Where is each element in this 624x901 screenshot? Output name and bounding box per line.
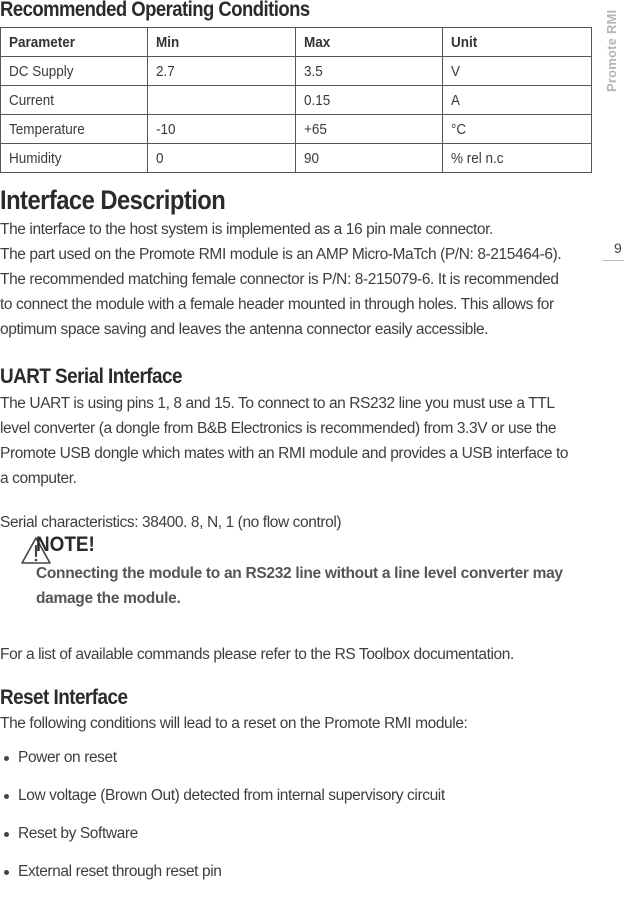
table-cell: 0 (148, 144, 296, 173)
note-body (36, 561, 591, 611)
table-cell: 2.7 (148, 57, 296, 86)
header-max: Max (296, 28, 443, 57)
table-cell: 90 (296, 144, 443, 173)
table-cell: V (443, 57, 592, 86)
table-cell: A (443, 86, 592, 115)
interface-description-paragraph (0, 217, 591, 342)
paragraph-line: level converter (a dongle from B&B Electronics is recommended) from 3.3V or use the (0, 420, 557, 437)
header-parameter: Parameter (1, 28, 148, 57)
table-row (1, 57, 592, 86)
paragraph-line: a computer. (0, 470, 77, 487)
commands-reference-text (0, 642, 591, 667)
serial-characteristics-line: Serial characteristics: 38400. 8, N, 1 (no flow control) (0, 514, 342, 531)
table-cell: 0.15 (296, 86, 443, 115)
table-cell: 3.5 (296, 57, 443, 86)
running-title: Promote RMI (604, 9, 619, 92)
table-cell: DC Supply (1, 57, 148, 86)
paragraph-line: Promote USB dongle which mates with an RMI module and provides a USB interface to (0, 445, 569, 462)
table-row (1, 115, 592, 144)
bullet-icon (4, 756, 9, 761)
reset-intro-text (0, 711, 591, 736)
paragraph-line: optimum space saving and leaves the antenna connector easily accessible. (0, 321, 489, 338)
table-cell: Humidity (1, 144, 148, 173)
table-cell: Temperature (1, 115, 148, 144)
operating-conditions-table (0, 27, 592, 173)
uart-paragraph (0, 391, 591, 491)
table-cell: +65 (296, 115, 443, 144)
table-cell: Current (1, 86, 148, 115)
list-item-text: Power on reset (18, 749, 117, 766)
reset-interface-heading: Reset Interface (0, 686, 128, 709)
interface-description-heading: Interface Description (0, 185, 226, 215)
commands-reference-line: For a list of available commands please refer to the RS Toolbox documentation. (0, 646, 514, 663)
table-row (1, 144, 592, 173)
table-header-row (1, 28, 592, 57)
bullet-icon (4, 794, 9, 799)
note-title: NOTE! (36, 533, 95, 556)
table-cell (148, 86, 296, 115)
paragraph-line: The interface to the host system is implemented as a 16 pin male connector. (0, 221, 493, 238)
table-cell: °C (443, 115, 592, 144)
note-line: Connecting the module to an RS232 line without a line level converter may (36, 565, 563, 582)
paragraph-line: The UART is using pins 1, 8 and 15. To connect to an RS232 line you must use a TTL (0, 395, 555, 412)
paragraph-line: The recommended matching female connector is P/N: 8-215079-6. It is recommended (0, 271, 559, 288)
bullet-icon (4, 832, 9, 837)
page-number: 9 (614, 240, 622, 256)
operating-conditions-heading: Recommended Operating Conditions (0, 0, 310, 21)
paragraph-line: to connect the module with a female header mounted in through holes. This allows for (0, 296, 554, 313)
bullet-icon (4, 870, 9, 875)
table-cell: -10 (148, 115, 296, 144)
list-item-text: External reset through reset pin (18, 863, 222, 880)
page-number-rule (602, 260, 624, 261)
reset-intro-line: The following conditions will lead to a reset on the Promote RMI module: (0, 715, 468, 732)
paragraph-line: The part used on the Promote RMI module is an AMP Micro-MaTch (P/N: 8-215464-6). (0, 246, 562, 263)
list-item-text: Low voltage (Brown Out) detected from internal supervisory circuit (18, 787, 445, 804)
header-unit: Unit (443, 28, 592, 57)
serial-characteristics-text (0, 510, 591, 535)
table-cell: % rel n.c (443, 144, 592, 173)
uart-heading: UART Serial Interface (0, 365, 182, 388)
list-item-text: Reset by Software (18, 825, 138, 842)
note-line: damage the module. (36, 590, 181, 607)
header-min: Min (148, 28, 296, 57)
table-row (1, 86, 592, 115)
